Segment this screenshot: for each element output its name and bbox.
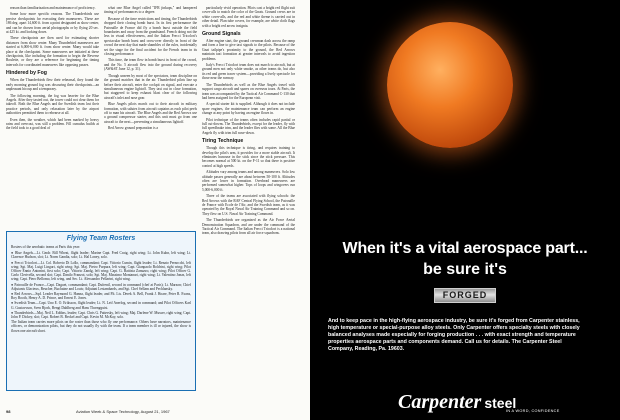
ad-headline-line-1: When it's a vital aerospace part... (342, 240, 588, 257)
ad-tagline: IN A WORD, CONFIDENCE (506, 409, 560, 413)
magazine-credit: Aviation Week & Space Technology, August 21, 1967 (76, 409, 170, 414)
glowing-forged-disc-image (387, 22, 513, 148)
roster-entry: ● Patrouille de France—Capt. Daguet, commandant; Capt. Dufrenil, second in command (chef at Paris); Lt. Marzon; Chief Adjutants Glacieux, Beucher, Buchaine and Louis; Adjutant Lestambards, and Sgt. Chef Sellam and Pechlansky. (11, 282, 191, 291)
rosters-title: Flying Team Rosters (66, 235, 136, 242)
page-number: 98 (6, 409, 11, 414)
paragraph: reason than familiarization and maintenance of proficiency. (10, 6, 96, 10)
roster-entry: The Italian team carries more pilots on the roster than those who fly one performance. Others have narrators, maintenance officers, or demonstration pilots, but they do not usually fly with the team. If a team member is ill or injured, the show is flown one aircraft short. (11, 320, 191, 333)
paragraph: The Thunderbirds are organized as the Air Force Aerial Demonstration Squadron, and are under the command of the Tactical Air Command. The Italian Frecci Tricolori is a national team, also drawing pilots from all air force squadrons. (202, 218, 295, 236)
ad-headline-line-2: be sure it's (423, 261, 507, 278)
paragraph: what one Blue Angel called "IFR jinkups," and hampered timing of performances to a degree. (104, 6, 197, 15)
forged-stamp: FORGED (434, 288, 496, 303)
paragraph: Red Arrow ground preparation is a (108, 126, 158, 131)
paragraph: The Thunderbirds as well as the Blue Angels travel with support cargo aircraft and spares on overseas tours. At Paris, the team was accompanied by the Tactical Air Command C-130 that had been assigned for the European visit. (202, 82, 295, 100)
paragraph: Even then, the weather, which had been marked by heavy rains and overcast, was still a problem. Fill cumulus builds at the field took to a good deal of (6, 117, 99, 131)
roster-entry: ● Blue Angels—Lt. Cmdr. Bill Wheat, flight leader; Marine Capt. Fred Craig, right wing; Lt. John Kuhn, left wing; Lt. Clarence Hudson, slot; Lt. Norm Gandia, solo; Lt. Hal Loney, solo. (11, 251, 191, 260)
paragraph: This time, the team flew in bomb burst in front of the crowd, and the No. 5 aircraft flew into the ground during recovery (AW&ST June 12, p. 31). (104, 58, 197, 72)
paragraph: A special starter kit is supplied. Although it does not include spare engines, the maintenance team can perform an engine change at any point by having an engine flown in. (202, 102, 295, 116)
section-heading: Tiring Technique (202, 138, 244, 145)
paragraph: Though this technique is tiring, and requires training to develop the pilot's arm, it provides for a more stable aircraft. It eliminates hunouse in the stick since the stick pressure. This becomes normal at 500 kt. on the F-11 so that there is positive control at high speeds. (202, 146, 295, 168)
roster-entry: ● Swedish Team—Capt. Uno E. O. Eriksson, flight leader; Lt. N. Leif Anerlog, second in command; and Pilot Officers Karl G. Gustavsson, Sven Bjork, Bengt Dahlberg and Hans Thorngquist. (11, 301, 191, 310)
section-heading: Hindered by Fog (6, 70, 47, 77)
flying-team-rosters-box (6, 231, 196, 391)
article-column-2 (104, 6, 197, 133)
ad-body-copy: And to keep pace in the high-flying aerospace industry, be sure it's forged from Carpenter stainless, high temperature or special-purpose alloy steels. Only Carpenter offers specialty steels with closely balanced analyses made especially for forging production . . . with exact strength and temperature properties aerospace parts and components demand. Call us for details. The Carpenter Steel Company, Reading, Pa. 19603. (328, 318, 580, 352)
article-column-3 (202, 6, 295, 238)
paragraph: particularly vivid operation. Pilots cast a bright red flight suit cover-alls to match the color of the Gnats. Ground crews are in white cover-alls, and the red and white theme is carried out in other detail. Plan tube covers, for example, are white cloth flags with a bright red arrow insignia. (202, 6, 295, 28)
paragraph: Though unseen by most of the spectators, team discipline on the ground matches that in the air. Thunderbird pilots line up before their aircraft, enter the cockpit on signal, and execute a simultaneous engine lightoff. They taxi out in close formation, but staggered to keep exhaust blast clear of the following aircraft's inlet and nose gear. (104, 73, 197, 100)
paragraph: The following morning, the fog was heavier for the Blue Angels. After they taxied out, the tower could not clear them for takeoff. Both the Blue Angels and the Swedish team lost their practice periods, and only relaxation later by the airport authorities permitted them to rehearse at all. (6, 93, 99, 116)
paragraph: Blue Angels pilots march out to their aircraft in military formation, with salutes from aircraft captains as each pilot peels off to man his aircraft. The Blue Angels and the Red Arrows use a ground compressor starter, and this unit must go from one aircraft to the next—preventing a simultaneous lightoff. (104, 102, 197, 124)
paragraph: Because of the time restrictions and timing, the Thunderbirds dropped their closing bomb burst. In its first performance the Patrouille de France did fly a bomb burst outside the field boundaries and away from the grandstand. French doing not the less in visual effectiveness, and the Italian Frecci Tricolori's spectacular bomb burst and cross-over directly in front of the crowd the next day that made shambles of the rules, incidentally set the stage for the final accident for the French team in its closing performance. (104, 16, 197, 57)
roster-entry: ● Red Arrows—Sqd. Leader Raymond G. Hanna, flight leader, and Flt. Lts. Derek A. Bell, Frank J. Hoare, Peter R. Evans, Roy Booth, Henry A. D. Prince, and Ernest E. Jones. (11, 292, 191, 301)
article-column-1 (6, 6, 99, 133)
paragraph: Italy's Frecci Tricolori team does not march to aircraft, but at ground men not only white smoke, as other teams do, but also its red and green tracer system—providing a lively spectacle for those near the runway. (202, 63, 295, 81)
logo-name: Carpenter (398, 391, 482, 413)
paragraph: Pilot technique of the teams often includes rapid partial or full cut-downs. The Thunderbirds, except for the leader, fly with full speedbrake trim, and the leader flies with some. All the Blue Angels fly with trim full nose-down. (202, 117, 295, 135)
rosters-intro: Rosters of the aerobatic teams at Paris this year: (11, 245, 81, 249)
paragraph: When the Thunderbirds flew their rehearsal, they found the early morning ground fog was obscuring their checkpoints—an unpleasant hiccup and a temporary. (6, 78, 99, 92)
paragraph: These checkpoints are then used for estimating shorter distances from show center. Many Thunderbird maneuvers are started at 6,000-6,000 ft. from show center. Many would take place at the checkpoint. Some maneuvers are initiated at these checkpoints, like including the formation to begin the Reverse Roulette, or they are a reference for beginning the timing intervals for coordinated maneuvers like opposing passes. (6, 36, 99, 67)
paragraph: After engine start, the ground crewman dash across the ramp and form a line to give taxi signals to the pilots. Because of the Gnat tailpipe's proximity to the ground, the Red Arrows maintain taxi formation at greater intervals to avoid ingestion problems. (202, 39, 295, 61)
carpenter-steel-advertisement (310, 0, 620, 420)
section-heading: Ground Signals (202, 31, 241, 38)
roster-entry: ● Frecci Tricolori—Lt. Col. Roberto Di Lollo, commandant; Capt. Vittorio Cumin, flight leader; Lt. Renato Pernocchi, left wing; Sgt. Maj. Luigi Lingari, right wing; Sgt. Maj. Pietro Purpura, left wing; Capt. Gianpaolo Boldrini, right wing; Pilot Officer Ennio Antonini, first solo; Capt. Vittorio Zandg, left wing; Capt. G. Battista Zanuzzo, right wing; Pilot Officer G. Carlo Clerivella, second slot; Capt. Danilo Franzoi, solo; Sgt. Maj. Massimo Montanari, right wing; Lt. Valentino Jonas, left wing; Capt. Piero Bellomo, left wing, and Sec. Lt. Alessandro Pellarini, right wing. (11, 260, 191, 282)
roster-entry: ● Thunderbirds—Maj. Neil L. Eddins, leader; Capt. Chris G. Pattersky, left wing; Maj. Darlene W. Musser, right wing; Capt. John P. Dickey, slot; Capt. Robert B. Beckel and Capt. Kevin M. McKay, solo. (11, 310, 191, 320)
paragraph: Three of the teams are associated with flying schools: the Red Arrows with the RAF Central Flying School, the Patrouille de France with Ecole de l'Air, and the Swedish team, as it was operated by the Royal Naval Air Training Command and so on. They flew on U.S. Naval Air Training Command. (202, 194, 295, 216)
logo-steel: steel (484, 395, 517, 411)
carpenter-steel-logo (398, 392, 516, 413)
paragraph: Some how more specific reasons. The Thunderbirds use precise checkpoints for executing their maneuvers. These are 186 deg. apart 14,600 ft. from a point designated as show center, and can be chosen from aerial photographs or by flying 20 sec. at 425 kt. and looking down. (6, 12, 99, 35)
paragraph: Altitudes vary among teams and among maneuvers. Solo low altitude passes generally are about between 50-100 ft. Altitudes often are lower in formation. Overhead maneuvers are performed somewhat higher. Tops of loops and wingovers run 5,000-6,000 ft. (202, 170, 295, 192)
